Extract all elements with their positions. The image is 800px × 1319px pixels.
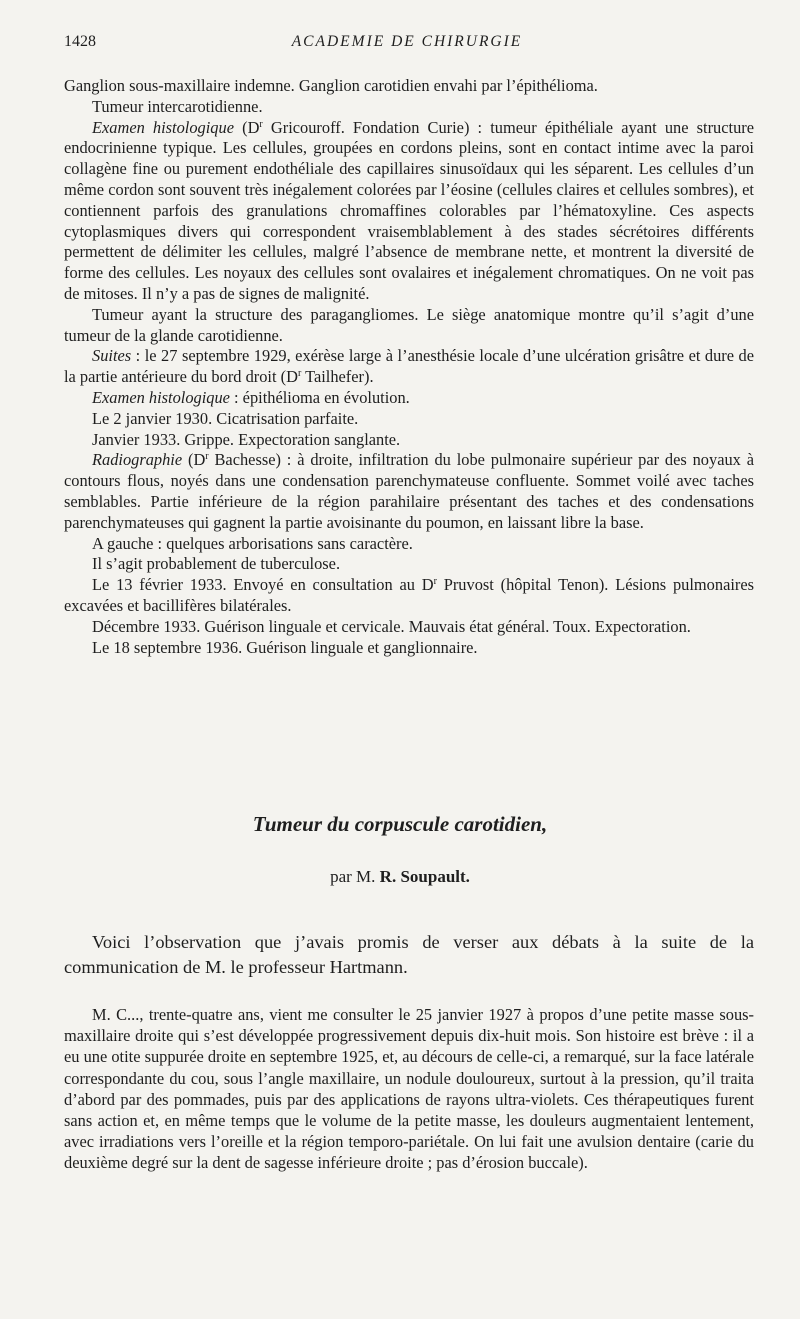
case-paragraph — [64, 638, 754, 659]
case-paragraph — [64, 617, 754, 638]
section-label: Suites — [92, 346, 132, 366]
case-paragraph — [64, 305, 754, 347]
paragraph-text: Tumeur intercarotidienne. — [92, 96, 263, 116]
paragraph-text: Il s’agit probablement de tuberculose. — [92, 554, 341, 574]
case-paragraph — [64, 450, 754, 533]
case-paragraph — [64, 575, 754, 617]
case-report-text — [64, 76, 754, 658]
section-label: Examen histologique — [92, 117, 234, 137]
case-paragraph — [64, 118, 754, 305]
intro-paragraph — [64, 930, 754, 980]
case-paragraph — [64, 409, 754, 430]
superscript: r — [297, 368, 302, 380]
paragraph-text-rest: Bachesse) : à droite, infiltration du lobe pulmonaire supérieur par des noyaux à contours flous, noyés dans une condensation parenchymateuse confluente. Sommet voilé avec taches semblables. Partie inférieure de la région parahilaire présentant des taches et des condensations parenchymateuses qui gagnent la partie avoisinante du poumon, en laissant libre la base. — [64, 450, 754, 532]
paragraph-text-rest: Gricouroff. Fondation Curie) : tumeur épithéliale ayant une structure endocrinienne typique. Les cellules, groupées en cordons pleins, sont en contact intime avec la paroi collagène fine ou purement endothéliale des capillaires sinusoïdaux qui les séparent. Les cellules d’un même cordon sont souvent très inégalement colorées par l’éosine (cellules claires et cellules sombres), et contiennent parfois des granulations chromaffines colorables par l’hématoxyline. Ces aspects cytoplasmiques divers qui correspondent vraisemblablement à des stades sécrétoires différents permettent de délimiter les cellules, malgré l’absence de membrane nette, et montrent la diversité de forme des cellules. Les noyaux des cellules sont ovalaires et inégalement chromatiques. On ne voit pas de mitoses. Il n’y a pas de signes de malignité. — [64, 117, 754, 303]
author-name: R. Soupault. — [379, 867, 470, 886]
case-paragraph — [64, 430, 754, 451]
case-paragraph — [64, 534, 754, 555]
paragraph-text: Tumeur ayant la structure des paragangliomes. Le siège anatomique montre qu’il s’agit d’une tumeur de la glande carotidienne. — [64, 304, 754, 345]
paragraph-text: A gauche : quelques arborisations sans caractère. — [92, 533, 413, 553]
paragraph-text: : le 27 septembre 1929, exérèse large à l’anesthésie locale d’une ulcération grisâtre et dure de la partie antérieure du bord droit (D — [64, 346, 754, 387]
paragraph-text: Le 18 septembre 1936. Guérison linguale et ganglionnaire. — [92, 637, 478, 657]
paragraph-text: Décembre 1933. Guérison linguale et cervicale. Mauvais état général. Toux. Expectoration. — [92, 616, 691, 636]
paragraph-text: Janvier 1933. Grippe. Expectoration sanglante. — [92, 429, 401, 449]
superscript: r — [205, 451, 209, 463]
paragraph-text: (D — [233, 117, 260, 137]
page-number: 1428 — [64, 33, 96, 50]
superscript: r — [259, 118, 263, 130]
paragraph-text: Ganglion sous-maxillaire indemne. Ganglion carotidien envahi par l’épithélioma. — [64, 76, 598, 95]
byline-prefix: par M. — [330, 867, 380, 886]
paragraph-text-rest: Tailhefer). — [301, 367, 374, 387]
case-paragraph — [64, 554, 754, 575]
section-label: Radiographie — [92, 450, 183, 470]
paragraph-text: Le 13 février 1933. Envoyé en consultation au D — [92, 575, 434, 595]
running-head — [64, 33, 750, 55]
superscript: r — [433, 576, 437, 588]
journal-title: ACADEMIE DE CHIRURGIE — [291, 33, 523, 50]
byline — [0, 867, 800, 887]
paragraph-text: (D — [182, 450, 206, 470]
observation-paragraph — [64, 1004, 754, 1174]
intro-text: Voici l’observation que j’avais promis de verser aux débats à la suite de la communication de M. le professeur Hartmann. — [64, 932, 754, 977]
paragraph-text: : épithélioma en évolution. — [229, 387, 410, 407]
case-paragraph — [64, 76, 754, 97]
case-paragraph — [64, 388, 754, 409]
section-label: Examen histologique — [92, 387, 230, 407]
article-title: Tumeur du corpuscule carotidien, — [252, 812, 548, 836]
case-paragraph — [64, 346, 754, 388]
case-paragraph — [64, 97, 754, 118]
paragraph-text-rest: Pruvost (hôpital Tenon). Lésions pulmonaires excavées et bacillifères bilatérales. — [64, 575, 755, 615]
observation-text: M. C..., trente-quatre ans, vient me consulter le 25 janvier 1927 à propos d’une petite masse sous-maxillaire droite qui s’est développée progressivement depuis dix-huit mois. Son histoire est brève : il a eu une otite suppurée droite en septembre 1925, et, au décours de celle-ci, a remarqué, sur la face latérale correspondante du cou, sous l’angle maxillaire, un nodule douloureux, surtout à la pression, qu’il traita d’abord par des pommades, puis par des applications de rayons ultra-violets. Ces thérapeutiques furent sans action et, en même temps que le volume de la petite masse, les douleurs augmentaient lentement, avec irradiations vers l’oreille et la région temporo-pariétale. On lui fait une avulsion dentaire (carie du deuxième degré sur la dent de sagesse inférieure droite ; pas d’érosion buccale). — [64, 1005, 754, 1173]
paragraph-text: Le 2 janvier 1930. Cicatrisation parfaite. — [92, 408, 359, 428]
